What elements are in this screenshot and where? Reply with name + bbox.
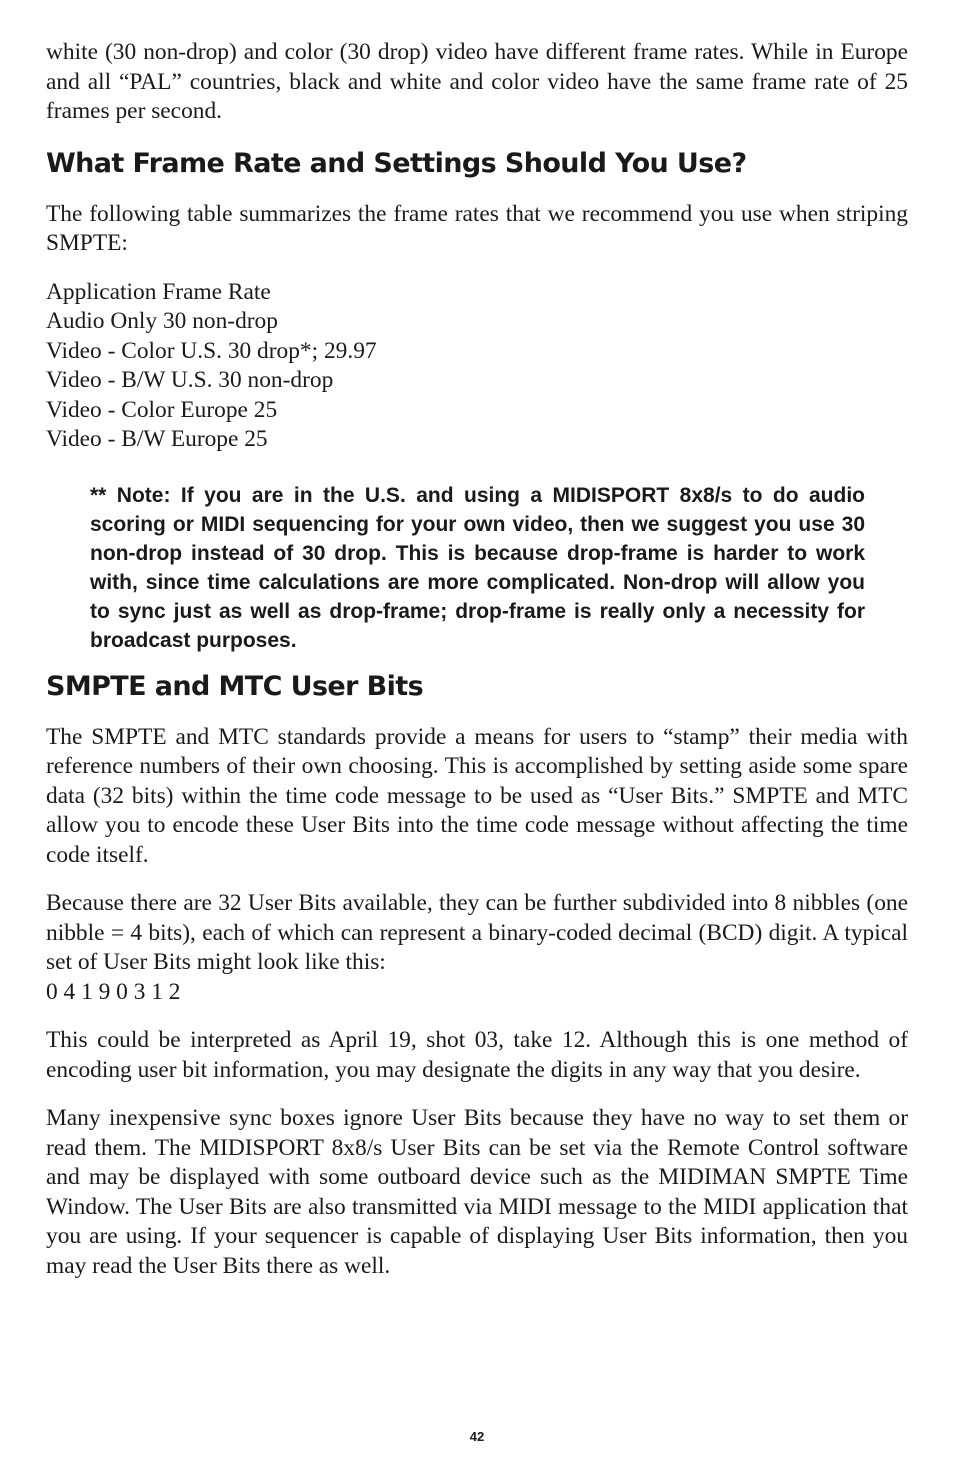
- user-bits-paragraph-1: The SMPTE and MTC standards provide a means for users to “stamp” their media with reference numbers of their own choosing. This is accomplished by setting aside some spare data (32 bits) within the time code message to be used as “User Bits.” SMPTE and MTC allow you to encode these User Bits into the time code message without affecting the time code itself.: [46, 723, 908, 868]
- page-number: 42: [469, 1429, 485, 1444]
- table-line: Video - Color U.S. 30 drop*; 29.97: [46, 337, 377, 364]
- user-bits-example-digits: 0 4 1 9 0 3 1 2: [46, 978, 181, 1005]
- drop-frame-note: ** Note: If you are in the U.S. and using a MIDISPORT 8x8/s to do audio scoring or MIDI sequencing for your own video, then we suggest you use 30 non-drop instead of 30 drop. This is because drop-frame is harder to work with, since time calculations are more complicated. Non-drop will allow you to sync just as well as drop-frame; drop-frame is really only a necessity for broadcast purposes.: [90, 483, 865, 652]
- table-line: Video - B/W Europe 25: [46, 426, 268, 452]
- frame-rate-table: [46, 278, 908, 455]
- user-bits-paragraph-4: Many inexpensive sync boxes ignore User Bits because they have no way to set them or read them. The MIDISPORT 8x8/s User Bits can be set via the Remote Control software and may be displayed with some outboard device such as the MIDIMAN SMPTE Time Window. The User Bits are also transmitted via MIDI message to the MIDI application that you are using. If your sequencer is capable of displaying User Bits information, then you may read the User Bits there as well.: [46, 1105, 908, 1279]
- user-bits-paragraph-2: [46, 889, 908, 1007]
- table-line: Video - Color Europe 25: [46, 396, 278, 423]
- section-heading-user-bits: SMPTE and MTC User Bits: [46, 670, 424, 702]
- intro-paragraph: white (30 non-drop) and color (30 drop) video have different frame rates. While in Europe and all “PAL” countries, black and white and color video have the same frame rate of 25 frames per second.: [46, 39, 908, 124]
- user-bits-paragraph-2-text: Because there are 32 User Bits available, they can be further subdivided into 8 nibbles (one nibble = 4 bits), each of which can represent a binary-coded decimal (BCD) digit. A typical set of User Bits might look like this:: [46, 890, 908, 975]
- table-line: Audio Only 30 non-drop: [46, 308, 278, 334]
- user-bits-paragraph-3: This could be interpreted as April 19, shot 03, take 12. Although this is one method of encoding user bit information, you may designate the digits in any way that you desire.: [46, 1027, 908, 1083]
- table-line: Application Frame Rate: [46, 278, 271, 305]
- table-line: Video - B/W U.S. 30 non-drop: [46, 367, 334, 393]
- section-heading-frame-rate: What Frame Rate and Settings Should You Use?: [46, 147, 747, 179]
- document-page: [46, 38, 908, 1300]
- frame-rate-intro-paragraph: The following table summarizes the frame rates that we recommend you use when striping SMPTE:: [46, 200, 908, 256]
